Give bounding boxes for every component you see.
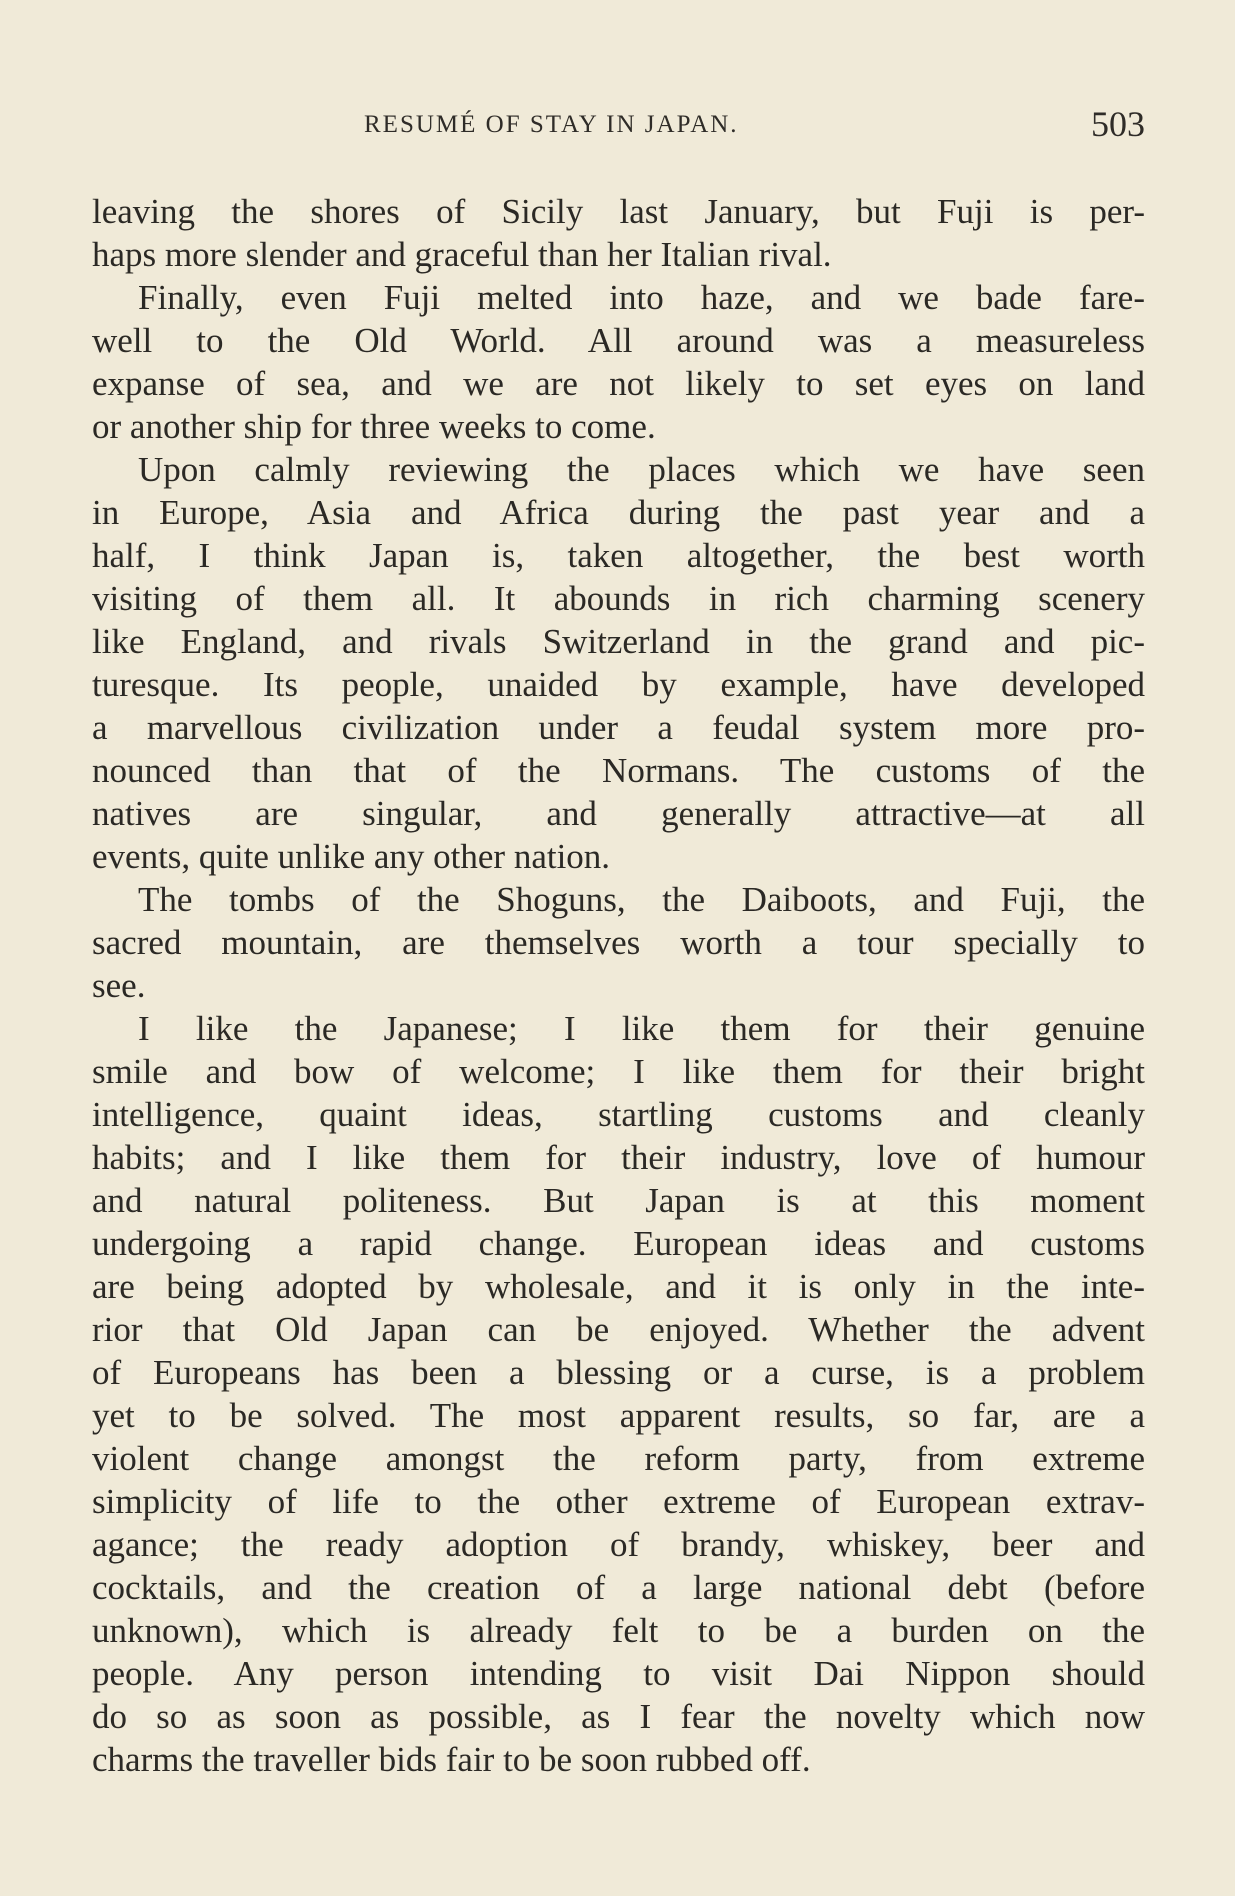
- text-line: I like the Japanese; I like them for their genuine: [138, 1009, 1145, 1048]
- text-line: and natural politeness. But Japan is at this moment: [92, 1181, 1145, 1220]
- text-line: Finally, even Fuji melted into haze, and we bade fare-: [138, 278, 1145, 317]
- text-line: in Europe, Asia and Africa during the past year and a: [92, 493, 1145, 532]
- text-line: leaving the shores of Sicily last January, but Fuji is per-: [92, 192, 1145, 231]
- text-line: unknown), which is already felt to be a burden on the: [92, 1611, 1145, 1650]
- text-line: habits; and I like them for their industry, love of humour: [92, 1138, 1145, 1177]
- text-line: half, I think Japan is, taken altogether, the best worth: [92, 536, 1145, 575]
- text-line: people. Any person intending to visit Dai Nippon should: [92, 1654, 1145, 1693]
- text-line: visiting of them all. It abounds in rich charming scenery: [92, 579, 1145, 618]
- text-line: smile and bow of welcome; I like them for their bright: [92, 1052, 1145, 1091]
- text-line: turesque. Its people, unaided by example, have developed: [92, 665, 1145, 704]
- text-line: nounced than that of the Normans. The customs of the: [92, 751, 1145, 790]
- text-line: rior that Old Japan can be enjoyed. Whether the advent: [92, 1310, 1145, 1349]
- text-line: do so as soon as possible, as I fear the novelty which now: [92, 1697, 1145, 1736]
- running-head: RESUMÉ OF STAY IN JAPAN.: [364, 111, 739, 138]
- text-line: expanse of sea, and we are not likely to set eyes on land: [92, 364, 1145, 403]
- text-line: yet to be solved. The most apparent results, so far, are a: [92, 1396, 1145, 1435]
- text-line: well to the Old World. All around was a measureless: [92, 321, 1145, 360]
- text-line: are being adopted by wholesale, and it is only in the inte-: [92, 1267, 1145, 1306]
- page-header: [92, 103, 1145, 153]
- text-line: of Europeans has been a blessing or a curse, is a problem: [92, 1353, 1145, 1392]
- text-line: The tombs of the Shoguns, the Daiboots, and Fuji, the: [138, 880, 1145, 919]
- text-line: cocktails, and the creation of a large national debt (before: [92, 1568, 1145, 1607]
- text-line: sacred mountain, are themselves worth a tour specially to: [92, 923, 1145, 962]
- text-line: undergoing a rapid change. European ideas and customs: [92, 1224, 1145, 1263]
- text-line: natives are singular, and generally attractive—at all: [92, 794, 1145, 833]
- text-line: haps more slender and graceful than her Italian rival.: [92, 235, 832, 274]
- text-line: see.: [92, 966, 146, 1005]
- page-number: 503: [1091, 104, 1145, 144]
- text-line: like England, and rivals Switzerland in the grand and pic-: [92, 622, 1145, 661]
- text-line: violent change amongst the reform party, from extreme: [92, 1439, 1145, 1478]
- text-line: simplicity of life to the other extreme of European extrav-: [92, 1482, 1145, 1521]
- text-line: agance; the ready adoption of brandy, whiskey, beer and: [92, 1525, 1145, 1564]
- body-text: [92, 190, 1145, 1781]
- text-line: charms the traveller bids fair to be soon rubbed off.: [92, 1740, 811, 1779]
- text-line: events, quite unlike any other nation.: [92, 837, 611, 876]
- text-line: a marvellous civilization under a feudal system more pro-: [92, 708, 1145, 747]
- text-line: intelligence, quaint ideas, startling customs and cleanly: [92, 1095, 1145, 1134]
- text-line: or another ship for three weeks to come.: [92, 407, 656, 446]
- text-line: Upon calmly reviewing the places which we have seen: [138, 450, 1145, 489]
